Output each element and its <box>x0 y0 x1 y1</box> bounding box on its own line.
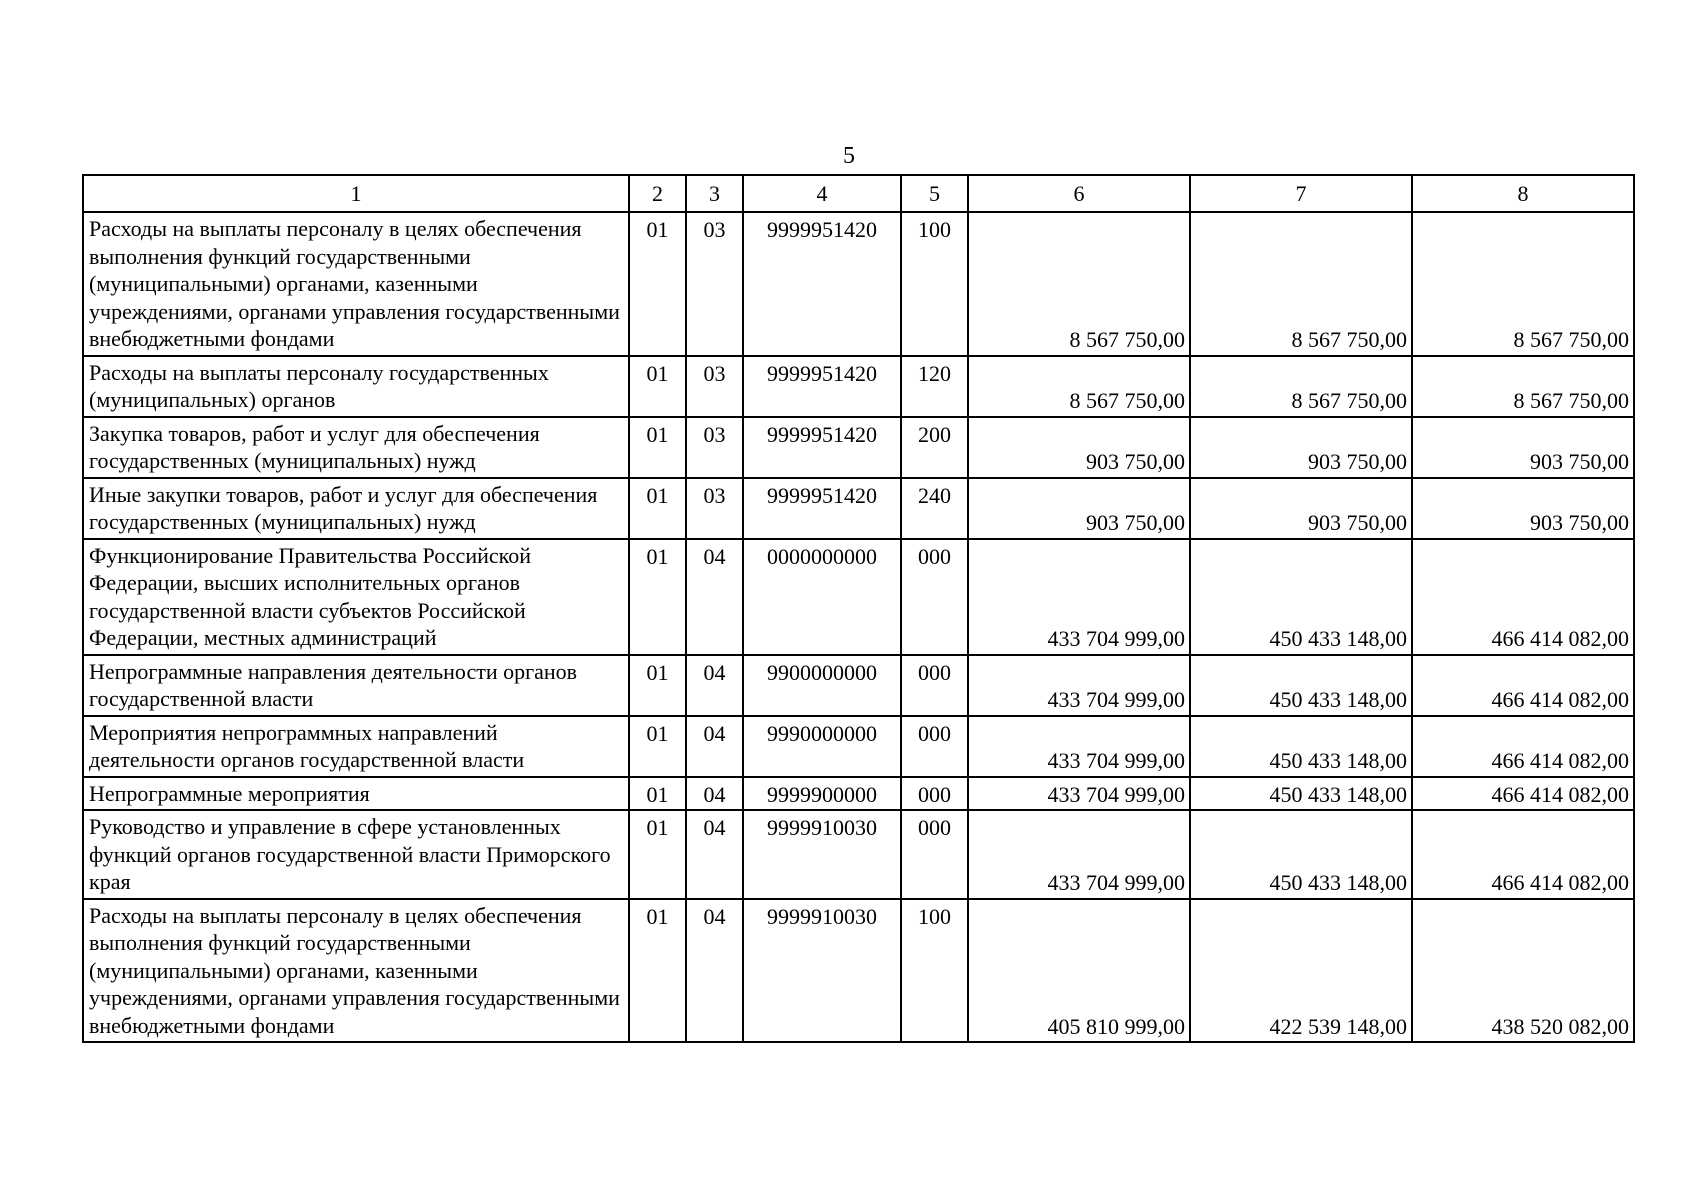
expense-name-cell: Непрограммные направления деятельности органов государственной власти <box>83 655 629 716</box>
header-cell: 1 <box>83 175 629 212</box>
header-cell: 5 <box>901 175 968 212</box>
target-article-cell: 9999951420 <box>743 356 901 417</box>
expense-name-cell: Непрограммные мероприятия <box>83 777 629 811</box>
amount-col8-cell: 466 414 082,00 <box>1412 716 1634 777</box>
target-article-cell: 9900000000 <box>743 655 901 716</box>
amount-col6-cell: 405 810 999,00 <box>968 899 1190 1043</box>
section-code-cell: 01 <box>629 539 686 655</box>
subsection-code-cell: 04 <box>686 899 743 1043</box>
section-code-cell: 01 <box>629 212 686 356</box>
subsection-code-cell: 03 <box>686 356 743 417</box>
table-row <box>83 212 1634 356</box>
header-cell: 2 <box>629 175 686 212</box>
expense-name-cell: Расходы на выплаты персоналу государственных (муниципальных) органов <box>83 356 629 417</box>
amount-col6-cell: 903 750,00 <box>968 478 1190 539</box>
section-code-cell: 01 <box>629 478 686 539</box>
header-cell: 8 <box>1412 175 1634 212</box>
section-code-cell: 01 <box>629 810 686 899</box>
amount-col8-cell: 466 414 082,00 <box>1412 777 1634 811</box>
expense-type-cell: 000 <box>901 655 968 716</box>
amount-col7-cell: 450 433 148,00 <box>1190 655 1412 716</box>
target-article-cell: 9999910030 <box>743 899 901 1043</box>
header-cell: 6 <box>968 175 1190 212</box>
expense-type-cell: 000 <box>901 539 968 655</box>
amount-col8-cell: 903 750,00 <box>1412 417 1634 478</box>
expense-type-cell: 000 <box>901 716 968 777</box>
target-article-cell: 9999900000 <box>743 777 901 811</box>
amount-col6-cell: 433 704 999,00 <box>968 655 1190 716</box>
amount-col8-cell: 8 567 750,00 <box>1412 356 1634 417</box>
expense-name-cell: Закупка товаров, работ и услуг для обеспечения государственных (муниципальных) нужд <box>83 417 629 478</box>
amount-col6-cell: 8 567 750,00 <box>968 212 1190 356</box>
section-code-cell: 01 <box>629 716 686 777</box>
section-code-cell: 01 <box>629 899 686 1043</box>
amount-col8-cell: 438 520 082,00 <box>1412 899 1634 1043</box>
amount-col7-cell: 903 750,00 <box>1190 478 1412 539</box>
target-article-cell: 9999951420 <box>743 417 901 478</box>
subsection-code-cell: 03 <box>686 212 743 356</box>
amount-col7-cell: 8 567 750,00 <box>1190 212 1412 356</box>
table-row <box>83 777 1634 811</box>
table-row <box>83 810 1634 899</box>
amount-col7-cell: 8 567 750,00 <box>1190 356 1412 417</box>
header-cell: 7 <box>1190 175 1412 212</box>
section-code-cell: 01 <box>629 655 686 716</box>
header-cell: 4 <box>743 175 901 212</box>
subsection-code-cell: 04 <box>686 810 743 899</box>
table-row <box>83 417 1634 478</box>
table-row <box>83 478 1634 539</box>
target-article-cell: 9999951420 <box>743 212 901 356</box>
header-cell: 3 <box>686 175 743 212</box>
amount-col8-cell: 466 414 082,00 <box>1412 539 1634 655</box>
amount-col6-cell: 433 704 999,00 <box>968 777 1190 811</box>
expense-type-cell: 200 <box>901 417 968 478</box>
amount-col6-cell: 903 750,00 <box>968 417 1190 478</box>
target-article-cell: 9990000000 <box>743 716 901 777</box>
amount-col8-cell: 466 414 082,00 <box>1412 655 1634 716</box>
expense-name-cell: Расходы на выплаты персоналу в целях обеспечения выполнения функций государственными (муниципальными) органами, казенными учреждениями, органами управления государственными внебюджетными фондами <box>83 212 629 356</box>
subsection-code-cell: 03 <box>686 417 743 478</box>
amount-col7-cell: 450 433 148,00 <box>1190 539 1412 655</box>
expense-type-cell: 240 <box>901 478 968 539</box>
table-row <box>83 539 1634 655</box>
table-row <box>83 899 1634 1043</box>
budget-table <box>82 174 1635 1043</box>
table-row <box>83 655 1634 716</box>
section-code-cell: 01 <box>629 777 686 811</box>
expense-name-cell: Иные закупки товаров, работ и услуг для обеспечения государственных (муниципальных) нужд <box>83 478 629 539</box>
amount-col7-cell: 450 433 148,00 <box>1190 716 1412 777</box>
target-article-cell: 9999951420 <box>743 478 901 539</box>
amount-col8-cell: 466 414 082,00 <box>1412 810 1634 899</box>
expense-type-cell: 000 <box>901 777 968 811</box>
amount-col8-cell: 8 567 750,00 <box>1412 212 1634 356</box>
section-code-cell: 01 <box>629 417 686 478</box>
amount-col6-cell: 8 567 750,00 <box>968 356 1190 417</box>
subsection-code-cell: 04 <box>686 716 743 777</box>
expense-type-cell: 100 <box>901 212 968 356</box>
amount-col7-cell: 450 433 148,00 <box>1190 810 1412 899</box>
expense-name-cell: Функционирование Правительства Российской Федерации, высших исполнительных органов государственной власти субъектов Российской Федерации, местных администраций <box>83 539 629 655</box>
subsection-code-cell: 03 <box>686 478 743 539</box>
target-article-cell: 9999910030 <box>743 810 901 899</box>
section-code-cell: 01 <box>629 356 686 417</box>
subsection-code-cell: 04 <box>686 777 743 811</box>
subsection-code-cell: 04 <box>686 655 743 716</box>
table-row <box>83 716 1634 777</box>
table-row <box>83 356 1634 417</box>
expense-type-cell: 120 <box>901 356 968 417</box>
amount-col7-cell: 450 433 148,00 <box>1190 777 1412 811</box>
expense-name-cell: Руководство и управление в сфере установленных функций органов государственной власти Приморского края <box>83 810 629 899</box>
amount-col6-cell: 433 704 999,00 <box>968 810 1190 899</box>
amount-col7-cell: 903 750,00 <box>1190 417 1412 478</box>
amount-col6-cell: 433 704 999,00 <box>968 539 1190 655</box>
expense-name-cell: Расходы на выплаты персоналу в целях обеспечения выполнения функций государственными (муниципальными) органами, казенными учреждениями, органами управления государственными внебюджетными фондами <box>83 899 629 1043</box>
amount-col7-cell: 422 539 148,00 <box>1190 899 1412 1043</box>
page-number: 5 <box>843 143 855 169</box>
expense-type-cell: 100 <box>901 899 968 1043</box>
subsection-code-cell: 04 <box>686 539 743 655</box>
amount-col8-cell: 903 750,00 <box>1412 478 1634 539</box>
header-row <box>83 175 1634 212</box>
target-article-cell: 0000000000 <box>743 539 901 655</box>
amount-col6-cell: 433 704 999,00 <box>968 716 1190 777</box>
expense-type-cell: 000 <box>901 810 968 899</box>
expense-name-cell: Мероприятия непрограммных направлений деятельности органов государственной власти <box>83 716 629 777</box>
